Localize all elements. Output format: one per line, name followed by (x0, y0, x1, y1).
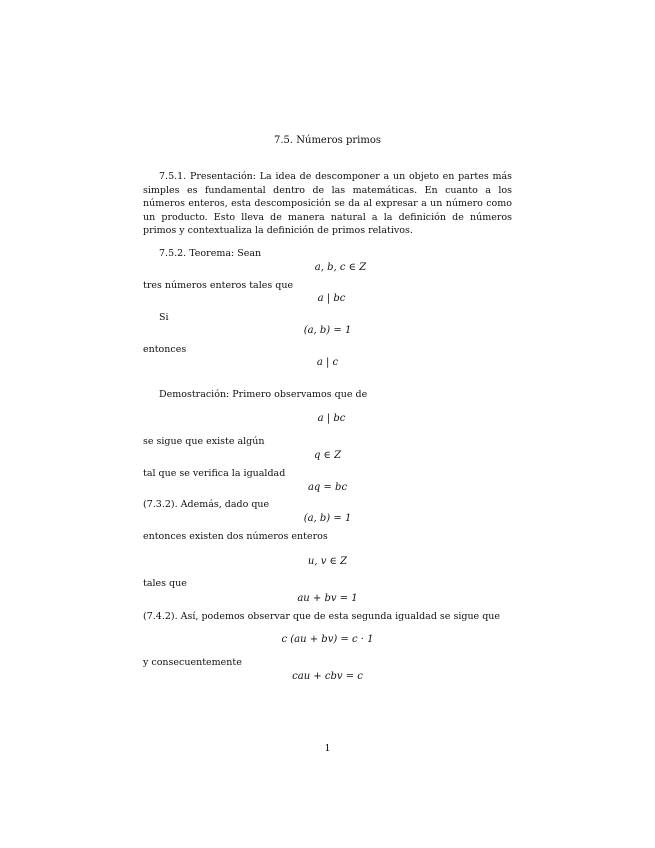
text-ademas: (7.3.2). Además, dado que (143, 499, 270, 510)
equation-a-divides-bc-2: a | bc (317, 413, 346, 424)
text-tales-que: tales que (143, 578, 187, 589)
equation-c-times-au-bv: c (au + bv) = c · 1 (281, 634, 374, 645)
text-entonces: entonces (143, 344, 187, 355)
text-entonces-existen: entonces existen dos números enteros (143, 531, 328, 542)
proof-intro: Demostración: Primero observamos que de (159, 389, 368, 400)
equation-abc-in-z: a, b, c ∈ Z (314, 262, 367, 273)
text-tal-que: tal que se verifica la igualdad (143, 468, 286, 479)
text-consecuentemente: y consecuentemente (143, 657, 242, 668)
text-tres-numeros: tres números enteros tales que (143, 280, 294, 291)
equation-uv-in-z: u, v ∈ Z (307, 556, 348, 567)
equation-au-bv-1: au + bv = 1 (297, 593, 358, 604)
theorem-intro: 7.5.2. Teorema: Sean (159, 248, 262, 259)
equation-gcd-ab-1-2: (a, b) = 1 (303, 513, 352, 524)
presentation-paragraph: 7.5.1. Presentación: La idea de descomponer a un objeto en partes más simples es fundamental dentro de las matemáticas. En cuanto a los números enteros, esta descomposición se da al expresar a un número como un producto. Esto lleva de manera natural a la definición de números primos y contextualiza la definición de primos relativos. (143, 171, 512, 236)
section-title: 7.5. Números primos (274, 135, 381, 146)
equation-gcd-ab-1: (a, b) = 1 (303, 325, 352, 336)
equation-a-divides-bc: a | bc (317, 293, 346, 304)
text-se-sigue: se sigue que existe algún (143, 436, 265, 447)
equation-a-divides-c: a | c (316, 357, 339, 368)
equation-q-in-z: q ∈ Z (313, 450, 342, 461)
equation-aq-bc: aq = bc (307, 482, 348, 493)
text-si: Si (159, 312, 169, 323)
page-number: 1 (324, 743, 331, 754)
text-asi: (7.4.2). Así, podemos observar que de esta segunda igualdad se sigue que (143, 611, 501, 622)
equation-cau-cbv-c: cau + cbv = c (292, 671, 363, 682)
